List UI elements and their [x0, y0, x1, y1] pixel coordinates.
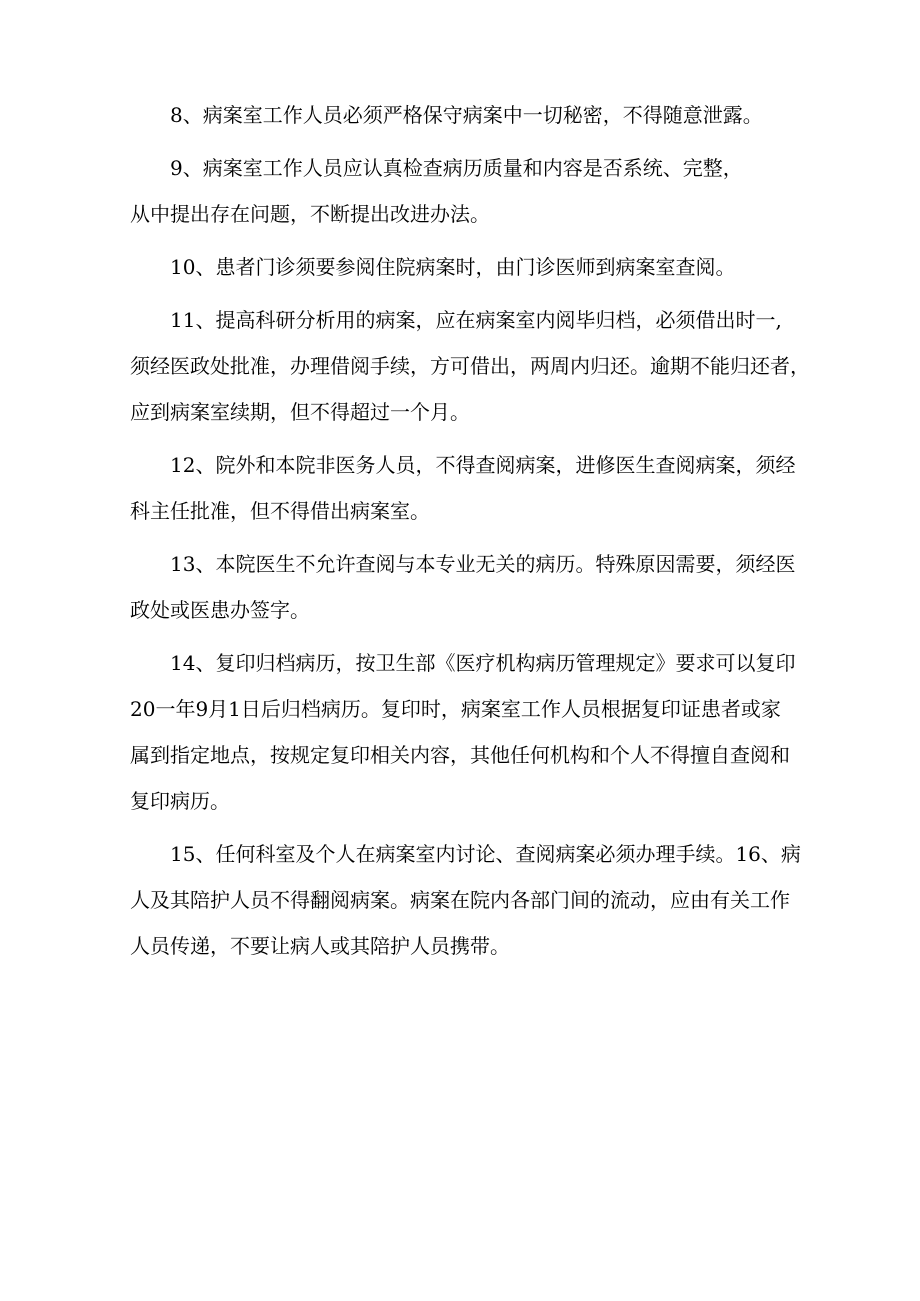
paragraph-line: 人及其陪护人员不得翻阅病案。病案在院内各部门间的流动，应由有关工作	[130, 888, 790, 912]
paragraph-line: 9、病案室工作人员应认真检查病历质量和内容是否系统、完整，	[170, 156, 743, 180]
paragraph-line: 8、病案室工作人员必须严格保守病案中一切秘密，不得随意泄露。	[170, 103, 763, 127]
paragraph-line: 须经医政处批准，办理借阅手续，方可借出，两周内归还。逾期不能归还者，	[130, 354, 810, 378]
paragraph-line: 属到指定地点，按规定复印相关内容，其他任何机构和个人不得擅自查阅和	[130, 743, 790, 767]
paragraph-14	[130, 640, 794, 824]
paragraph-15	[130, 831, 801, 969]
paragraph-10	[130, 244, 794, 290]
paragraph-line: 10、患者门诊须要参阅住院病案时，由门诊医师到病案室查阅。	[170, 255, 736, 279]
paragraph-line: 13、本院医生不允许查阅与本专业无关的病历。特殊原因需要，须经医	[170, 552, 796, 576]
paragraph-line: 14、复印归档病历，按卫生部《医疗机构病历管理规定》要求可以复印	[170, 651, 796, 675]
paragraph-line: 复印病历。	[130, 789, 230, 813]
paragraph-9	[130, 145, 794, 237]
document-page	[130, 92, 810, 976]
paragraph-line: 15、任何科室及个人在病案室内讨论、查阅病案必须办理手续。16、病	[170, 842, 801, 866]
paragraph-line: 11、提高科研分析用的病案，应在病案室内阅毕归档，必须借出时一,	[170, 308, 782, 332]
paragraph-11	[130, 297, 810, 435]
paragraph-13	[130, 541, 794, 633]
paragraph-line: 人员传递，不要让病人或其陪护人员携带。	[130, 934, 510, 958]
paragraph-line: 应到病案室续期，但不得超过一个月。	[130, 400, 470, 424]
paragraph-line: 科主任批准，但不得借出病案室。	[130, 499, 430, 523]
paragraph-line: 从中提出存在问题，不断提出改进办法。	[130, 202, 490, 226]
paragraph-line: 20一年9月1日后归档病历。复印时，病案室工作人员根据复印证患者或家	[130, 697, 781, 721]
paragraph-12	[130, 442, 794, 534]
paragraph-line: 12、院外和本院非医务人员，不得查阅病案，进修医生查阅病案，须经	[170, 453, 796, 477]
paragraph-8	[130, 92, 794, 138]
paragraph-line: 政处或医患办签字。	[130, 598, 310, 622]
